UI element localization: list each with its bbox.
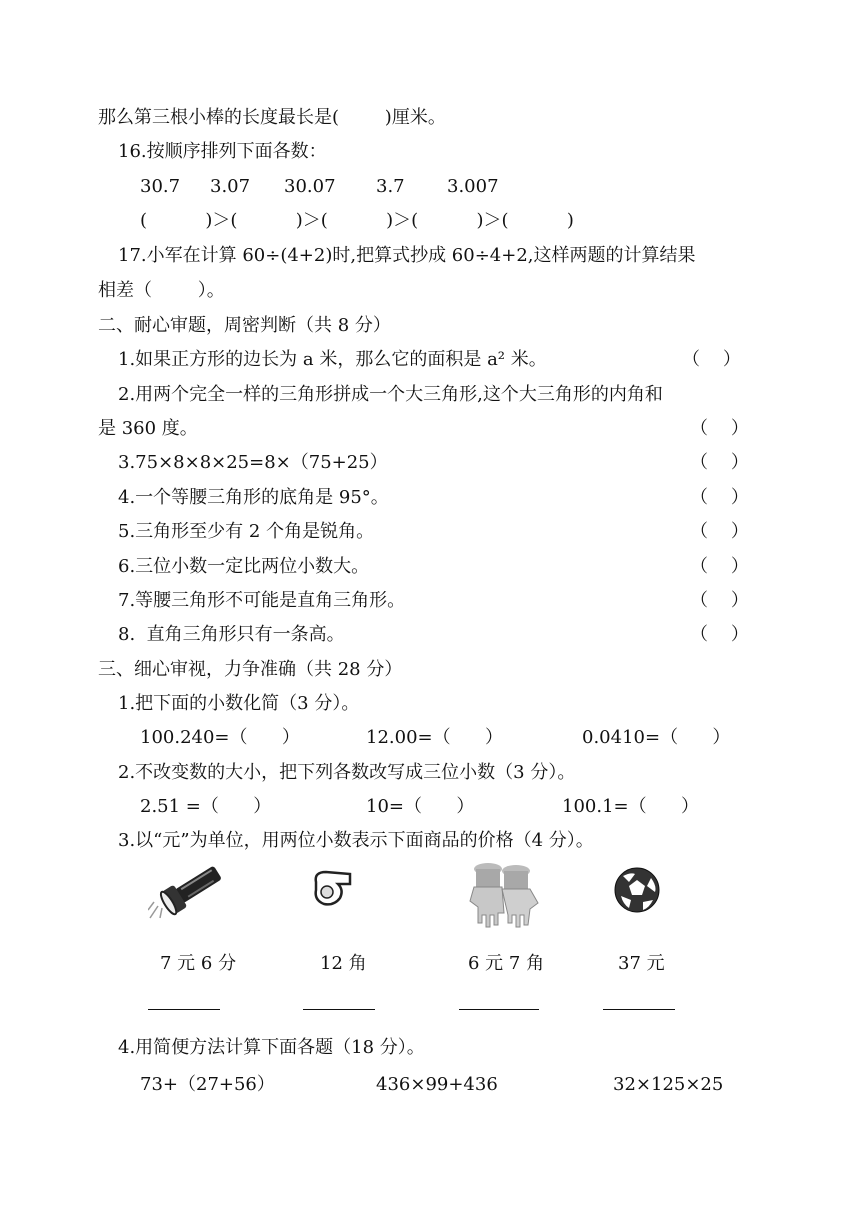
judge-item-2: 2.用两个完全一样的三角形拼成一个大三角形,这个大三角形的内角和 bbox=[118, 384, 663, 405]
gloves-icon bbox=[462, 857, 542, 929]
s3-q4-stem: 4.用简便方法计算下面各题（18 分）。 bbox=[118, 1037, 425, 1058]
answer-paren[interactable]: （ ） bbox=[690, 590, 749, 611]
judge-item-4: 4.一个等腰三角形的底角是 95°。 bbox=[118, 487, 389, 508]
section2-heading: 二、耐心审题，周密判断（共 8 分） bbox=[98, 315, 391, 336]
whistle-icon bbox=[310, 868, 356, 910]
judge-item-6: 6.三位小数一定比两位小数大。 bbox=[118, 556, 370, 577]
s3-q1-item[interactable]: 0.0410=（ ） bbox=[582, 727, 731, 748]
q16-order-blanks[interactable]: ( )＞( )＞( )＞( )＞( ) bbox=[140, 210, 574, 231]
s3-q2-item[interactable]: 10=（ ） bbox=[366, 796, 475, 817]
s3-q2-stem: 2.不改变数的大小，把下列各数改写成三位小数（3 分）。 bbox=[118, 762, 576, 783]
price-label: 12 角 bbox=[320, 953, 367, 974]
answer-paren[interactable]: （ ） bbox=[690, 452, 749, 473]
continuation-line: 那么第三根小棒的长度最长是( )厘米。 bbox=[98, 107, 446, 128]
price-label: 37 元 bbox=[618, 953, 665, 974]
q16-number: 3.007 bbox=[447, 176, 499, 197]
price-label: 6 元 7 角 bbox=[468, 953, 545, 974]
q17-line1: 17.小军在计算 60÷(4+2)时,把算式抄成 60÷4+2,这样两题的计算结果 bbox=[118, 245, 696, 266]
s3-q1-item[interactable]: 100.240=（ ） bbox=[140, 727, 300, 748]
q16-number: 3.07 bbox=[210, 176, 251, 197]
price-label: 7 元 6 分 bbox=[160, 953, 237, 974]
q16-stem: 16.按顺序排列下面各数： bbox=[118, 141, 327, 162]
judge-item-3: 3.75×8×8×25=8×（75+25） bbox=[118, 452, 388, 473]
answer-paren[interactable]: （ ） bbox=[690, 418, 749, 439]
calc-problem: 32×125×25 bbox=[613, 1074, 724, 1095]
answer-paren[interactable]: （ ） bbox=[690, 487, 749, 508]
answer-paren[interactable]: （ ） bbox=[690, 521, 749, 542]
q16-number: 30.7 bbox=[140, 176, 181, 197]
q16-number: 30.07 bbox=[284, 176, 336, 197]
answer-blank[interactable] bbox=[459, 1009, 539, 1010]
judge-item-8: 8. 直角三角形只有一条高。 bbox=[118, 624, 345, 645]
q17-line2: 相差（ ）。 bbox=[98, 280, 225, 301]
answer-blank[interactable] bbox=[303, 1009, 375, 1010]
section3-heading: 三、细心审视，力争准确（共 28 分） bbox=[98, 659, 403, 680]
answer-paren[interactable]: （ ） bbox=[682, 349, 741, 370]
soccer-ball-icon bbox=[613, 866, 661, 914]
s3-q3-stem: 3.以“元”为单位，用两位小数表示下面商品的价格（4 分）。 bbox=[118, 830, 594, 851]
s3-q1-stem: 1.把下面的小数化简（3 分）。 bbox=[118, 693, 360, 714]
q16-number: 3.7 bbox=[376, 176, 405, 197]
answer-paren[interactable]: （ ） bbox=[690, 624, 749, 645]
calc-problem: 73+（27+56） bbox=[140, 1074, 275, 1095]
judge-item-7: 7.等腰三角形不可能是直角三角形。 bbox=[118, 590, 406, 611]
calc-problem: 436×99+436 bbox=[376, 1074, 498, 1095]
s3-q2-item[interactable]: 2.51 =（ ） bbox=[140, 796, 272, 817]
answer-paren[interactable]: （ ） bbox=[690, 556, 749, 577]
s3-q1-item[interactable]: 12.00=（ ） bbox=[366, 727, 503, 748]
s3-q2-item[interactable]: 100.1=（ ） bbox=[562, 796, 699, 817]
flashlight-icon bbox=[148, 862, 230, 920]
answer-blank[interactable] bbox=[603, 1009, 675, 1010]
judge-item-5: 5.三角形至少有 2 个角是锐角。 bbox=[118, 521, 375, 542]
answer-blank[interactable] bbox=[148, 1009, 220, 1010]
judge-item-2-cont: 是 360 度。 bbox=[98, 418, 198, 439]
judge-item-1: 1.如果正方形的边长为 a 米，那么它的面积是 a² 米。 bbox=[118, 349, 547, 370]
